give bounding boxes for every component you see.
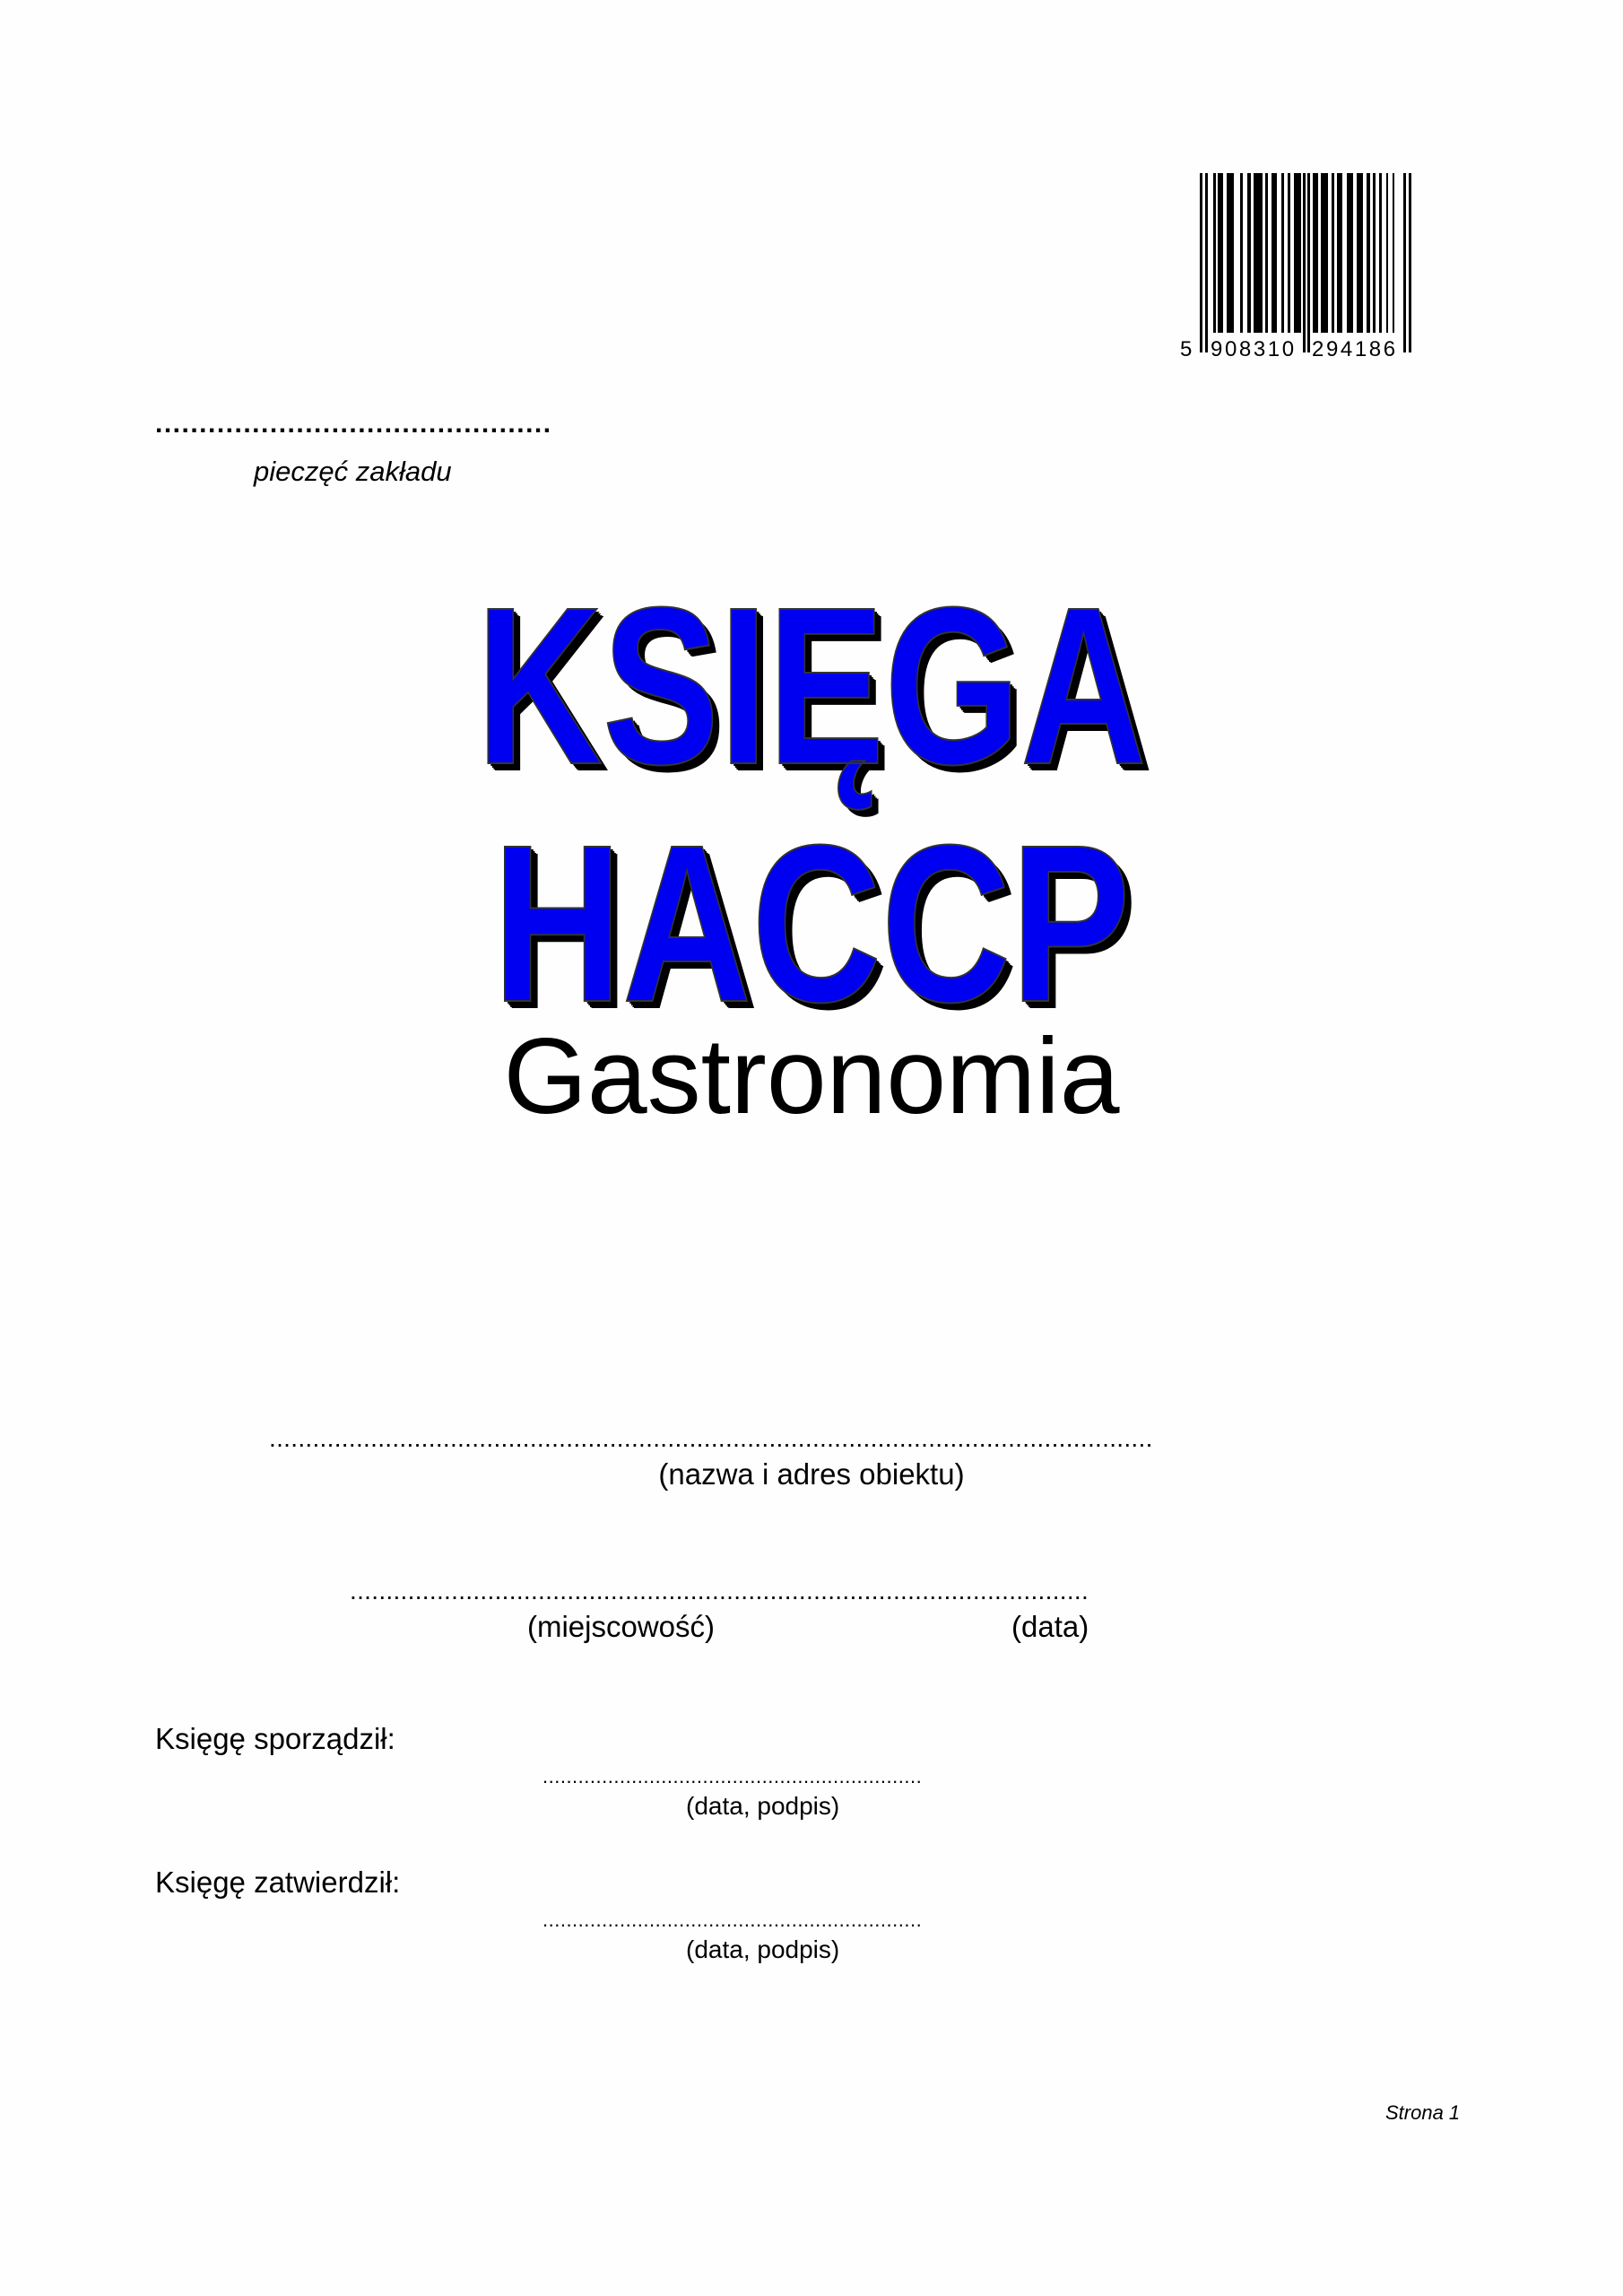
barcode-bars-icon <box>1177 173 1419 361</box>
object-dotted-line: .......................................................................................................................... <box>269 1426 1153 1451</box>
approved-by-caption: (data, podpis) <box>686 1935 840 1963</box>
svg-text:5: 5 <box>1180 337 1193 361</box>
place-label: (miejscowość) <box>527 1610 716 1643</box>
svg-text:908310: 908310 <box>1211 337 1297 361</box>
object-label: (nazwa i adres obiektu) <box>658 1457 965 1491</box>
stamp-label: pieczęć zakładu <box>254 456 452 487</box>
barcode <box>1177 173 1419 361</box>
stamp-dotted-line: ............................................. <box>155 411 552 438</box>
place-date-dotted-line: ...................................................................................................... <box>350 1578 1089 1604</box>
prepared-by-label: Księgę sporządził: <box>155 1722 395 1755</box>
title-line-2 <box>162 798 1461 1048</box>
title-line-1 <box>178 561 1445 811</box>
prepared-by-dotted-line: ................................................................ <box>542 1767 923 1787</box>
approved-by-dotted-line: ................................................................ <box>542 1910 923 1930</box>
svg-text:294186: 294186 <box>1312 337 1398 361</box>
subtitle: Gastronomia <box>503 1016 1120 1136</box>
date-label: (data) <box>1011 1610 1089 1643</box>
title-text-ksiega: KSIĘGA <box>476 561 1147 811</box>
approved-by-label: Księgę zatwierdził: <box>155 1866 401 1899</box>
page-number: Strona 1 <box>1385 2101 1461 2124</box>
prepared-by-caption: (data, podpis) <box>686 1792 840 1820</box>
title-text-haccp: HACCP <box>492 798 1131 1048</box>
